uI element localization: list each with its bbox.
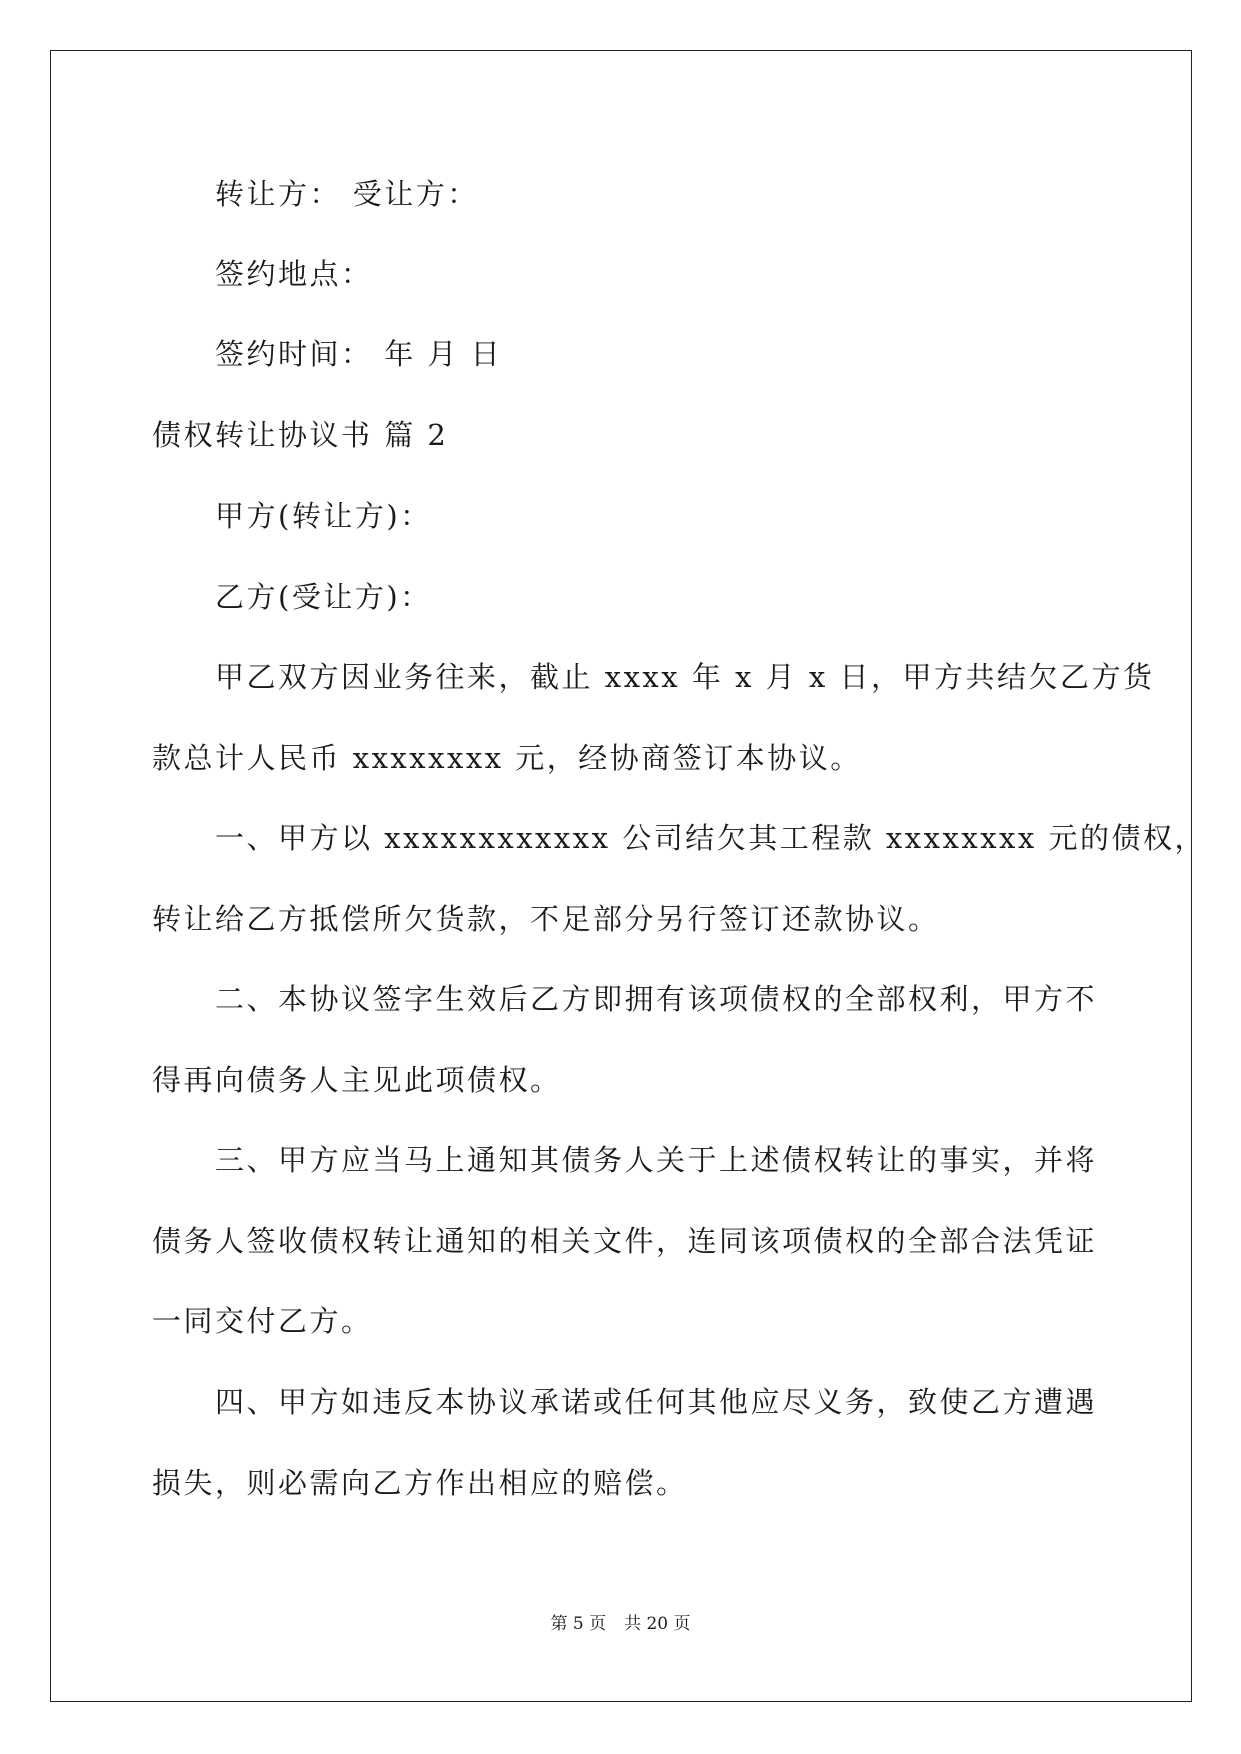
page-number: 第 5 页: [550, 1614, 607, 1634]
section-heading: 债权转让协议书 篇 2: [152, 418, 449, 452]
body-line: 一、甲方以 xxxxxxxxxxxx 公司结欠其工程款 xxxxxxxx 元的债权，: [215, 821, 1206, 855]
body-line: 款总计人民币 xxxxxxxx 元，经协商签订本协议。: [152, 741, 862, 775]
body-line: 三、甲方应当马上通知其债务人关于上述债权转让的事实，并将: [215, 1143, 1098, 1177]
body-line: 二、本协议签字生效后乙方即拥有该项债权的全部权利，甲方不: [215, 982, 1098, 1016]
body-line: 债务人签收债权转让通知的相关文件，连同该项债权的全部合法凭证: [152, 1224, 1098, 1258]
page-border: [50, 50, 1192, 1702]
signature-parties: 转让方： 受让方：: [215, 177, 479, 211]
body-line: 甲乙双方因业务往来，截止 xxxx 年 x 月 x 日，甲方共结欠乙方货: [215, 660, 1155, 694]
page-total: 共 20 页: [624, 1614, 691, 1634]
signature-date: 签约时间： 年 月 日: [215, 337, 503, 371]
party-b-line: 乙方(受让方)：: [215, 580, 432, 614]
body-line: 一同交付乙方。: [152, 1304, 373, 1338]
body-line: 损失，则必需向乙方作出相应的赔偿。: [152, 1466, 688, 1500]
body-line: 转让给乙方抵偿所欠货款，不足部分另行签订还款协议。: [152, 902, 940, 936]
body-line: 四、甲方如违反本协议承诺或任何其他应尽义务，致使乙方遭遇: [215, 1385, 1098, 1419]
body-line: 得再向债务人主见此项债权。: [152, 1063, 562, 1097]
party-a-line: 甲方(转让方)：: [215, 499, 432, 533]
signature-place: 签约地点：: [215, 257, 373, 291]
page-footer: [0, 1613, 1241, 1635]
